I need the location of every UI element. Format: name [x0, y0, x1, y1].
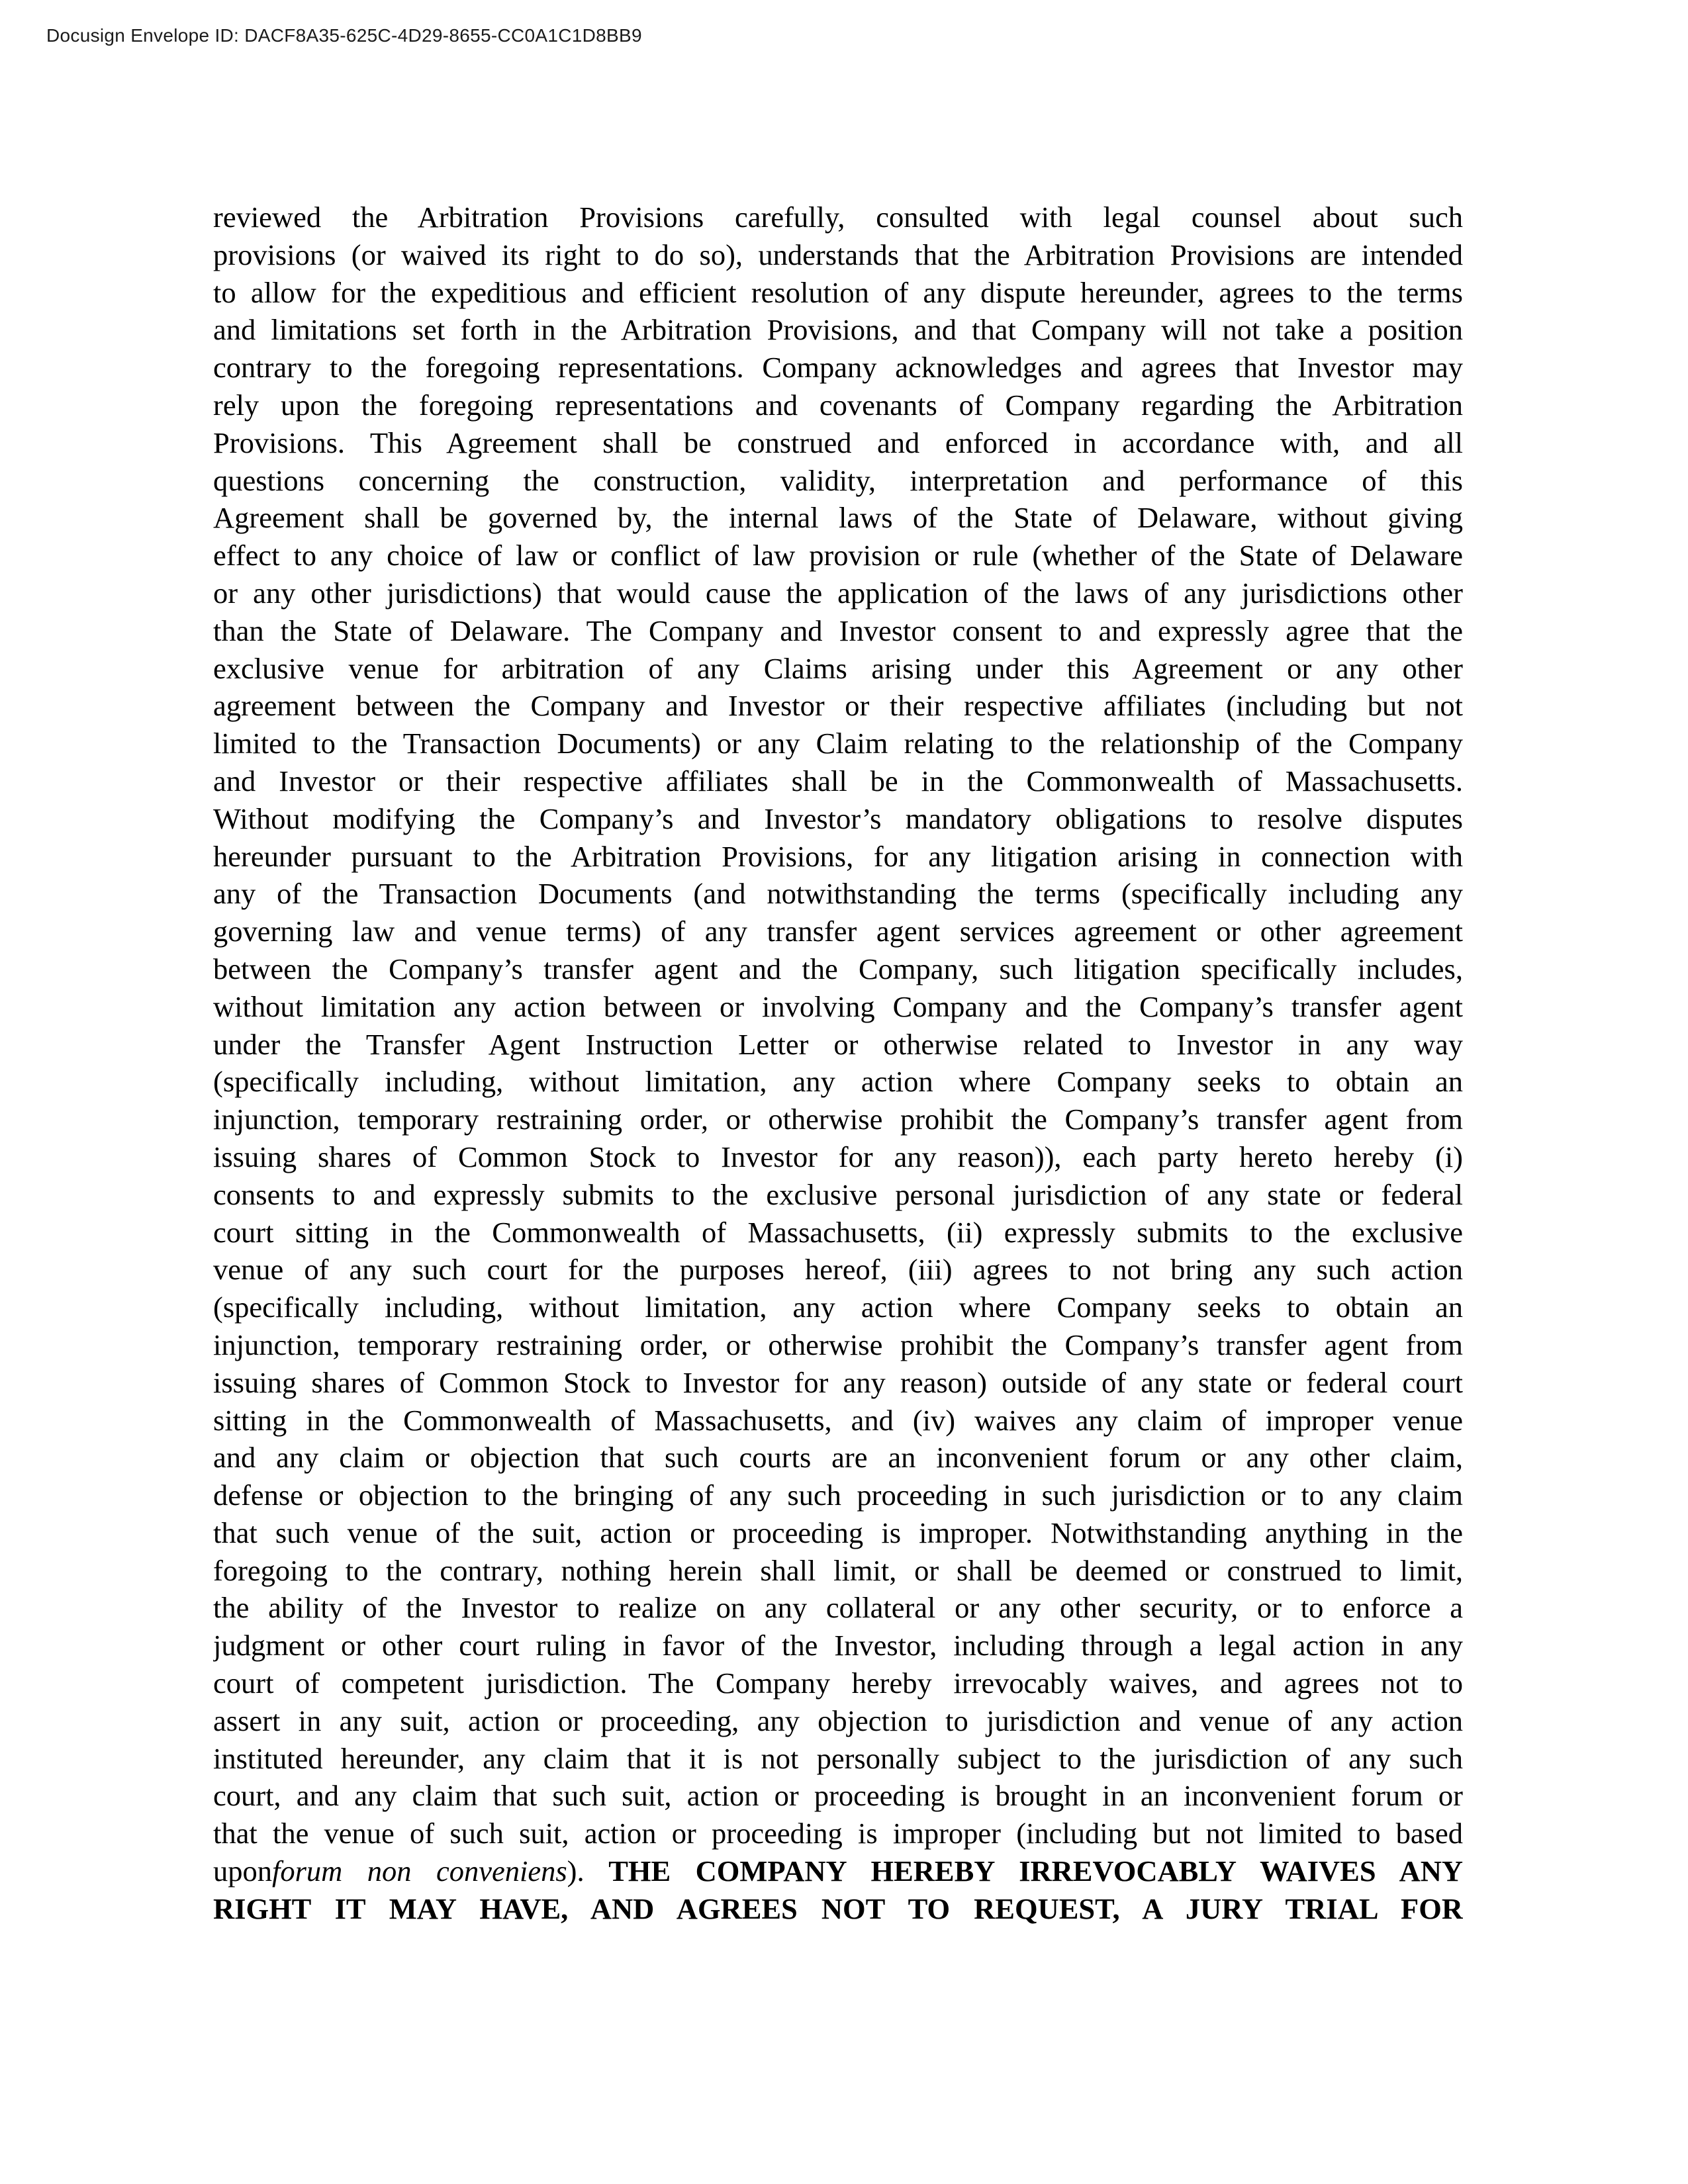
- body-line: Provisions. This Agreement shall be construed and enforced in accordance with, and all: [213, 426, 1463, 459]
- body-line: and limitations set forth in the Arbitration Provisions, and that Company will not take a position: [213, 313, 1463, 347]
- body-line-mixed: [213, 1852, 1463, 1890]
- body-line: court of competent jurisdiction. The Company hereby irrevocably waives, and agrees not to: [213, 1666, 1463, 1700]
- document-body: [213, 199, 1463, 1928]
- body-line: rely upon the foregoing representations and covenants of Company regarding the Arbitration: [213, 388, 1463, 422]
- body-line: injunction, temporary restraining order, or otherwise prohibit the Company’s transfer agent from: [213, 1328, 1463, 1361]
- body-line: effect to any choice of law or conflict of law provision or rule (whether of the State of Delaware: [213, 539, 1463, 572]
- body-line: any of the Transaction Documents (and notwithstanding the terms (specifically including any: [213, 877, 1463, 911]
- body-line: court, and any claim that such suit, action or proceeding is brought in an inconvenient forum or: [213, 1779, 1463, 1813]
- body-line: sitting in the Commonwealth of Massachusetts, and (iv) waives any claim of improper venue: [213, 1403, 1463, 1437]
- body-line: governing law and venue terms) of any transfer agent services agreement or other agreement: [213, 915, 1463, 948]
- body-line: limited to the Transaction Documents) or any Claim relating to the relationship of the Company: [213, 727, 1463, 760]
- body-line: assert in any suit, action or proceeding, any objection to jurisdiction and venue of any action: [213, 1704, 1463, 1737]
- upon-text: upon: [213, 1854, 272, 1888]
- forum-non-conveniens-italic: forum non conveniens: [272, 1854, 567, 1888]
- body-line: court sitting in the Commonwealth of Massachusetts, (ii) expressly submits to the exclusive: [213, 1215, 1463, 1249]
- body-line: Agreement shall be governed by, the internal laws of the State of Delaware, without giving: [213, 501, 1463, 535]
- body-line: defense or objection to the bringing of any such proceeding in such jurisdiction or to any claim: [213, 1479, 1463, 1512]
- body-line: and Investor or their respective affiliates shall be in the Commonwealth of Massachusetts.: [213, 764, 1463, 797]
- body-line: or any other jurisdictions) that would cause the application of the laws of any jurisdictions other: [213, 576, 1463, 610]
- body-line: venue of any such court for the purposes hereof, (iii) agrees to not bring any such action: [213, 1253, 1463, 1287]
- body-line: judgment or other court ruling in favor of the Investor, including through a legal action in any: [213, 1629, 1463, 1662]
- body-line: consents to and expressly submits to the exclusive personal jurisdiction of any state or federal: [213, 1177, 1463, 1211]
- body-line: (specifically including, without limitation, any action where Company seeks to obtain an: [213, 1065, 1463, 1099]
- body-line: injunction, temporary restraining order, or otherwise prohibit the Company’s transfer agent from: [213, 1103, 1463, 1136]
- body-line: Without modifying the Company’s and Investor’s mandatory obligations to resolve disputes: [213, 801, 1463, 835]
- body-line: exclusive venue for arbitration of any Claims arising under this Agreement or any other: [213, 651, 1463, 685]
- body-line: under the Transfer Agent Instruction Letter or otherwise related to Investor in any way: [213, 1027, 1463, 1061]
- body-line: that the venue of such suit, action or proceeding is improper (including but not limited to based: [213, 1817, 1463, 1850]
- docusign-envelope-id: Docusign Envelope ID: DACF8A35-625C-4D29-8655-CC0A1C1D8BB9: [46, 25, 642, 46]
- body-line: agreement between the Company and Investor or their respective affiliates (including but not: [213, 689, 1463, 723]
- body-line: to allow for the expeditious and efficient resolution of any dispute hereunder, agrees to the terms: [213, 275, 1463, 309]
- body-line: the ability of the Investor to realize on any collateral or any other security, or to enforce a: [213, 1591, 1463, 1625]
- body-line: (specifically including, without limitation, any action where Company seeks to obtain an: [213, 1291, 1463, 1324]
- body-line: issuing shares of Common Stock to Investor for any reason)), each party hereto hereby (i): [213, 1140, 1463, 1173]
- body-line: contrary to the foregoing representations. Company acknowledges and agrees that Investor may: [213, 351, 1463, 385]
- body-line: provisions (or waived its right to do so), understands that the Arbitration Provisions are intended: [213, 238, 1463, 271]
- body-line: that such venue of the suit, action or proceeding is improper. Notwithstanding anything in the: [213, 1516, 1463, 1549]
- body-line: between the Company’s transfer agent and the Company, such litigation specifically includes,: [213, 952, 1463, 985]
- body-line: reviewed the Arbitration Provisions carefully, consulted with legal counsel about such: [213, 201, 1463, 234]
- body-line: without limitation any action between or involving Company and the Company’s transfer agent: [213, 989, 1463, 1023]
- jury-waiver-bold-start: THE COMPANY HEREBY IRREVOCABLY WAIVES ANY: [584, 1854, 1463, 1888]
- body-line: hereunder pursuant to the Arbitration Provisions, for any litigation arising in connection with: [213, 839, 1463, 873]
- body-line: than the State of Delaware. The Company and Investor consent to and expressly agree that the: [213, 614, 1463, 647]
- body-line: issuing shares of Common Stock to Investor for any reason) outside of any state or federal court: [213, 1365, 1463, 1399]
- body-line: questions concerning the construction, validity, interpretation and performance of this: [213, 463, 1463, 497]
- body-line: foregoing to the contrary, nothing herein shall limit, or shall be deemed or construed to limit,: [213, 1553, 1463, 1587]
- jury-waiver-bold-line: RIGHT IT MAY HAVE, AND AGREES NOT TO REQUEST, A JURY TRIAL FOR: [213, 1891, 1463, 1925]
- body-line: instituted hereunder, any claim that it is not personally subject to the jurisdiction of any such: [213, 1741, 1463, 1775]
- closing-paren: ).: [567, 1854, 585, 1888]
- body-line: and any claim or objection that such courts are an inconvenient forum or any other claim,: [213, 1441, 1463, 1475]
